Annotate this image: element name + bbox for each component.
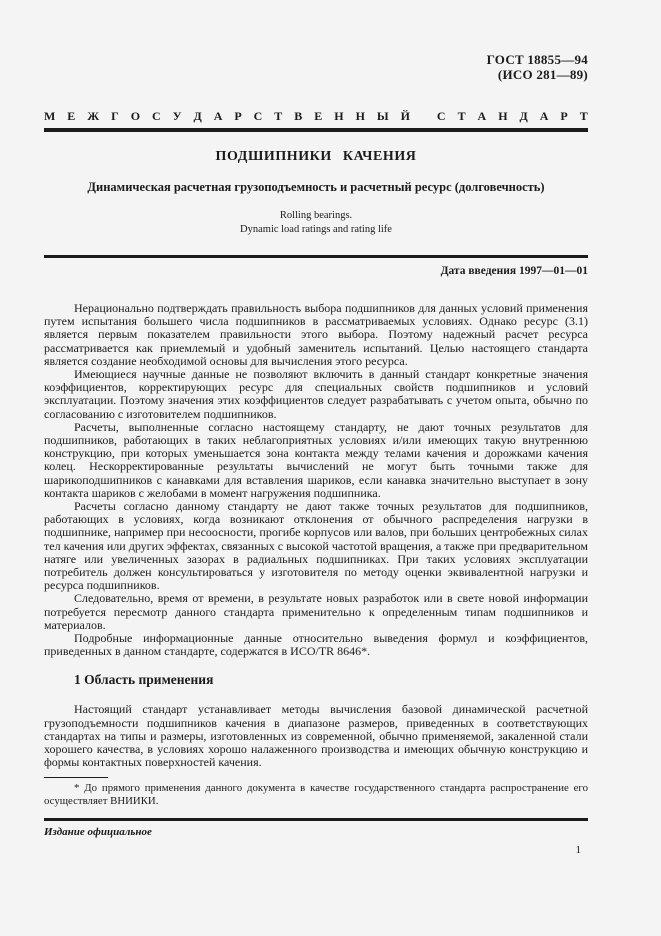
page-number: 1 <box>575 844 581 856</box>
intro-paragraph: Имеющиеся научные данные не позволяют включить в данный стандарт конкретные значения коэффициентов, корректирующих ресурс для специальных свойств подшипников и условий эксплуатации. Поэтому значения этих коэффициентов следует разрабатывать с учетом опыта, обычно по согласованию с изготовителем подшипников. <box>44 367 588 421</box>
intro-paragraph: Подробные информационные данные относительно выведения формул и коэффициентов, приведенных в данном стандарте, содержатся в ИСО/TR 8646*. <box>44 631 588 659</box>
title-en-line1: Rolling bearings. <box>279 210 353 221</box>
introduction-text <box>44 302 588 658</box>
doc-number-iso: (ИСО 281—89) <box>497 67 588 82</box>
intro-paragraph: Расчеты, выполненные согласно настоящему стандарту, не дают точных результатов для подшипников, работающих в таких неблагоприятных условиях и/или имеющих такую внутреннюю конструкцию, при которых уменьшается зона контакта между телами качения и дорожками качения колец. Нескорректированные результаты вычислений не могут быть точными также для шарикоподшипников с канавками для вставления шариков, если канавка значительно выступает в зону контакта шариков с желобами в момент нагружения подшипника. <box>44 419 588 500</box>
title-rule <box>44 255 588 258</box>
title-en-line2: Dynamic load ratings and rating life <box>240 223 392 235</box>
intro-paragraph: Нерационально подтверждать правильность выбора подшипников для данных условий применения путем испытания большего числа подшипников в рассматриваемых условиях. Однако ресурс (3.1) является первым показателем правильности этого выбора. Поэтому надежный расчет ресурса рассматривается как приемлемый и удобный заменитель испытаний. Целью настоящего стандарта является создание необходимой основы для вычисления этого ресурса. <box>44 301 588 368</box>
footer-rule <box>44 818 588 821</box>
section-1-paragraph: Настоящий стандарт устанавливает методы вычисления базовой динамической расчетной грузоподъемности подшипников качения в диапазоне размеров, приведенных в соответствующих стандартах на типы и размеры, изготовленных из современной, обычно применяемой, закаленной стали хорошего качества, в условиях хорошо налаженного производства и имеющих обычную конструкцию и формы контактных поверхностей качения. <box>44 702 588 770</box>
document-subtitle: Динамическая расчетная грузоподъемность и расчетный ресурс (долговечность) <box>87 180 545 194</box>
footnote-text: * До прямого применения данного документа в качестве государственного стандарта распространение его осуществляет ВНИИКИ. <box>44 782 588 807</box>
intro-paragraph: Расчеты согласно данному стандарту не дают также точных результатов для подшипников, работающих в условиях, когда возникают отклонения от обычного распределения нагрузки в подшипнике, например при несоосности, прогибе корпусов или валов, при больших центробежных силах тел качения или других эффектах, связанных с высокой частотой вращения, а также при предварительном натяге или увеличенных зазорах в радиальных подшипниках. При таких условиях эксплуатации потребитель должен консультироваться у изготовителя по методу оценки эквивалентной нагрузки и ресурса подшипников. <box>44 499 588 593</box>
effective-date: Дата введения 1997—01—01 <box>440 265 588 277</box>
doc-number-block <box>44 52 588 82</box>
header-rule <box>44 128 588 132</box>
standard-type-line: М Е Ж Г О С У Д А Р С Т В Е Н Н Ы Й С Т А Н Д А Р Т <box>44 109 588 123</box>
doc-number-gost: ГОСТ 18855—94 <box>486 52 588 67</box>
document-title: ПОДШИПНИКИ КАЧЕНИЯ <box>215 149 417 164</box>
document-title-english <box>44 209 588 236</box>
edition-note: Издание официальное <box>44 826 152 838</box>
footnote-separator <box>44 777 108 779</box>
section-1 <box>44 672 588 769</box>
section-1-heading: 1 Область применения <box>74 672 214 688</box>
intro-paragraph: Следовательно, время от времени, в результате новых разработок или в свете новой информации потребуется пересмотр данного стандарта применительно к определенным типам подшипников и материалов. <box>44 591 588 632</box>
